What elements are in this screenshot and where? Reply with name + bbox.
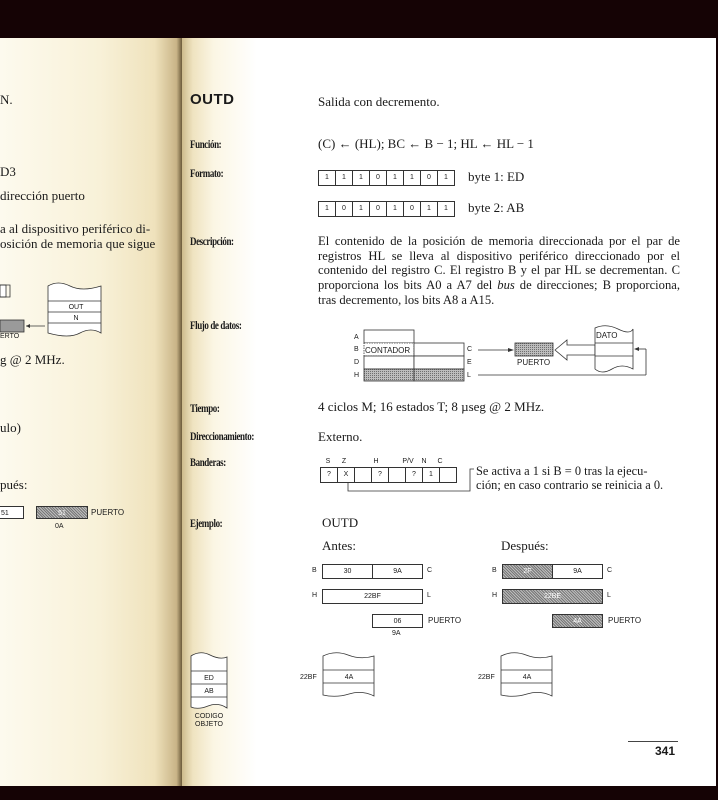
bit: 1: [387, 171, 404, 185]
left-text-line: a al dispositivo periférico di-: [0, 221, 151, 236]
bit: 0: [404, 202, 421, 216]
object-code-caption: OBJETO: [195, 721, 223, 728]
flag-note-line: ción; en caso contrario se reinicia a 0.: [476, 478, 664, 492]
label-tiempo: Tiempo:: [190, 403, 220, 415]
antes-puerto-addr: 9A: [392, 630, 401, 637]
puerto-box: [515, 343, 553, 356]
reg-l-label: L: [427, 592, 431, 599]
left-example-register: 51: [0, 506, 24, 519]
instruction-subtitle: Salida con decremento.: [318, 94, 440, 109]
dato-label: DATO: [596, 331, 618, 340]
left-example-puerto-addr: 0A: [55, 523, 64, 530]
left-text-line: N.: [0, 92, 13, 107]
left-page: [0, 38, 182, 786]
antes-mem-addr: 22BF: [300, 674, 317, 681]
bit: 0: [336, 202, 353, 216]
left-text-line: D3: [0, 164, 16, 179]
despues-mem-value: 4A: [522, 674, 532, 681]
left-text-line: dirección puerto: [0, 188, 85, 203]
flag-name: N: [421, 458, 427, 465]
puerto-label: PUERTO: [517, 358, 551, 367]
bit: 1: [353, 202, 370, 216]
object-code-byte: ED: [204, 675, 214, 682]
byte1-bits: [318, 170, 455, 186]
flag-name: H: [373, 458, 379, 465]
despues-reg-c: 9A: [552, 564, 603, 579]
instruction-mnemonic: OUTD: [190, 91, 235, 108]
descripcion-text: El contenido de la posición de memoria direccionada por el par de registros HL se lleva al dispositivo periférico direccionado por el contenido del registro C. El registro B y el par HL se decrementan. C proporciona los bits A0 a A7 del bus de direcciones; B proporciona, tras decremento, los bits A8 a A15.: [318, 234, 680, 307]
object-code-byte: AB: [204, 688, 214, 695]
label-ejemplo: Ejemplo:: [190, 518, 223, 530]
object-code-caption: CODIGO: [194, 713, 224, 720]
flag-value: ?: [406, 468, 423, 482]
despues-label: Después:: [501, 538, 549, 553]
bit: 0: [421, 171, 438, 185]
label-direccionamiento: Direccionamiento:: [190, 431, 254, 443]
left-example-puerto-box: 51: [36, 506, 88, 519]
antes-reg-c: 9A: [372, 564, 423, 579]
antes-label: Antes:: [322, 538, 356, 553]
reg-label-a: A: [354, 334, 359, 341]
left-text-line: osición de memoria que sigue: [0, 236, 156, 251]
hollow-arrow: [555, 340, 595, 360]
flag-names: [320, 458, 448, 465]
left-puerto-box: [0, 320, 24, 332]
reg-b-label: B: [492, 567, 497, 574]
reg-h-label: H: [492, 592, 498, 599]
direccionamiento-text: Externo.: [318, 429, 363, 444]
reg-label-b: B: [354, 346, 359, 353]
flag-name: C: [437, 458, 443, 465]
antes-reg-hl: 22BF: [322, 589, 423, 604]
flag-value: ?: [321, 468, 338, 482]
flag-note: [476, 464, 663, 492]
label-funcion: Función:: [190, 139, 222, 151]
flag-note-line: Se activa a 1 si B = 0 tras la ejecu-: [476, 464, 648, 478]
flag-name: [384, 458, 400, 465]
flag-name: [352, 458, 368, 465]
left-text-line: g @ 2 MHz.: [0, 352, 65, 367]
label-banderas: Banderas:: [190, 457, 226, 469]
bit: 1: [404, 171, 421, 185]
reg-c-label: C: [607, 567, 613, 574]
flag-value: 1: [423, 468, 440, 482]
funcion-text: (C) ← (HL); BC ← B − 1; HL ← HL − 1: [318, 136, 534, 151]
bit: 0: [370, 202, 387, 216]
flag-name: S: [325, 458, 331, 465]
despues-mem-addr: 22BF: [478, 674, 495, 681]
bit: 1: [421, 202, 438, 216]
contador-label: CONTADOR: [365, 346, 411, 355]
page-number-rule: [628, 741, 678, 742]
bit: 1: [353, 171, 370, 185]
antes-puerto-label: PUERTO: [428, 616, 462, 625]
page-number: 341: [655, 744, 676, 758]
left-text-line: ulo): [0, 420, 21, 435]
bit: 1: [387, 202, 404, 216]
reg-c-label: C: [427, 567, 433, 574]
flag-value: ?: [372, 468, 389, 482]
bit: 0: [370, 171, 387, 185]
despues-puerto: 4A: [552, 614, 603, 628]
reg-label-c: C: [467, 346, 473, 353]
label-descripcion: Descripción:: [190, 236, 234, 248]
memory-row-out: OUT: [68, 304, 84, 311]
flag-name: Z: [341, 458, 347, 465]
left-example-puerto-label: PUERTO: [91, 508, 125, 517]
byte1-text: byte 1: ED: [468, 169, 525, 184]
antes-puerto: 06: [372, 614, 423, 628]
reg-label-e: E: [467, 359, 472, 366]
memory-row-n: N: [73, 315, 79, 322]
bit: 1: [336, 171, 353, 185]
reg-l-label: L: [607, 592, 611, 599]
bit: 1: [444, 205, 448, 212]
despues-puerto-label: PUERTO: [608, 616, 642, 625]
label-flujo: Flujo de datos:: [190, 320, 242, 332]
flag-name: P/V: [402, 458, 414, 465]
left-text-line: pués:: [0, 477, 28, 492]
reg-label-l: L: [467, 372, 471, 379]
reg-h-label: H: [312, 592, 318, 599]
antes-mem-value: 4A: [344, 674, 354, 681]
byte2-bits: [318, 201, 455, 217]
bit: 1: [444, 174, 448, 181]
flag-bracket: [340, 465, 480, 495]
flag-value: X: [338, 468, 355, 482]
reg-label-d: D: [354, 359, 360, 366]
reg-label-h: H: [354, 372, 360, 379]
bit: 1: [319, 171, 336, 185]
despues-reg-b: 2F: [502, 564, 553, 579]
bit: 1: [319, 202, 336, 216]
tiempo-text: 4 ciclos M; 16 estados T; 8 µseg @ 2 MHz.: [318, 399, 545, 414]
reg-b-label: B: [312, 567, 317, 574]
despues-reg-hl: 22BE: [502, 589, 603, 604]
byte2-text: byte 2: AB: [468, 200, 525, 215]
left-puerto-label: ERTO: [0, 333, 20, 340]
example-instruction: OUTD: [322, 515, 359, 530]
label-formato: Formato:: [190, 168, 224, 180]
antes-reg-b: 30: [322, 564, 373, 579]
